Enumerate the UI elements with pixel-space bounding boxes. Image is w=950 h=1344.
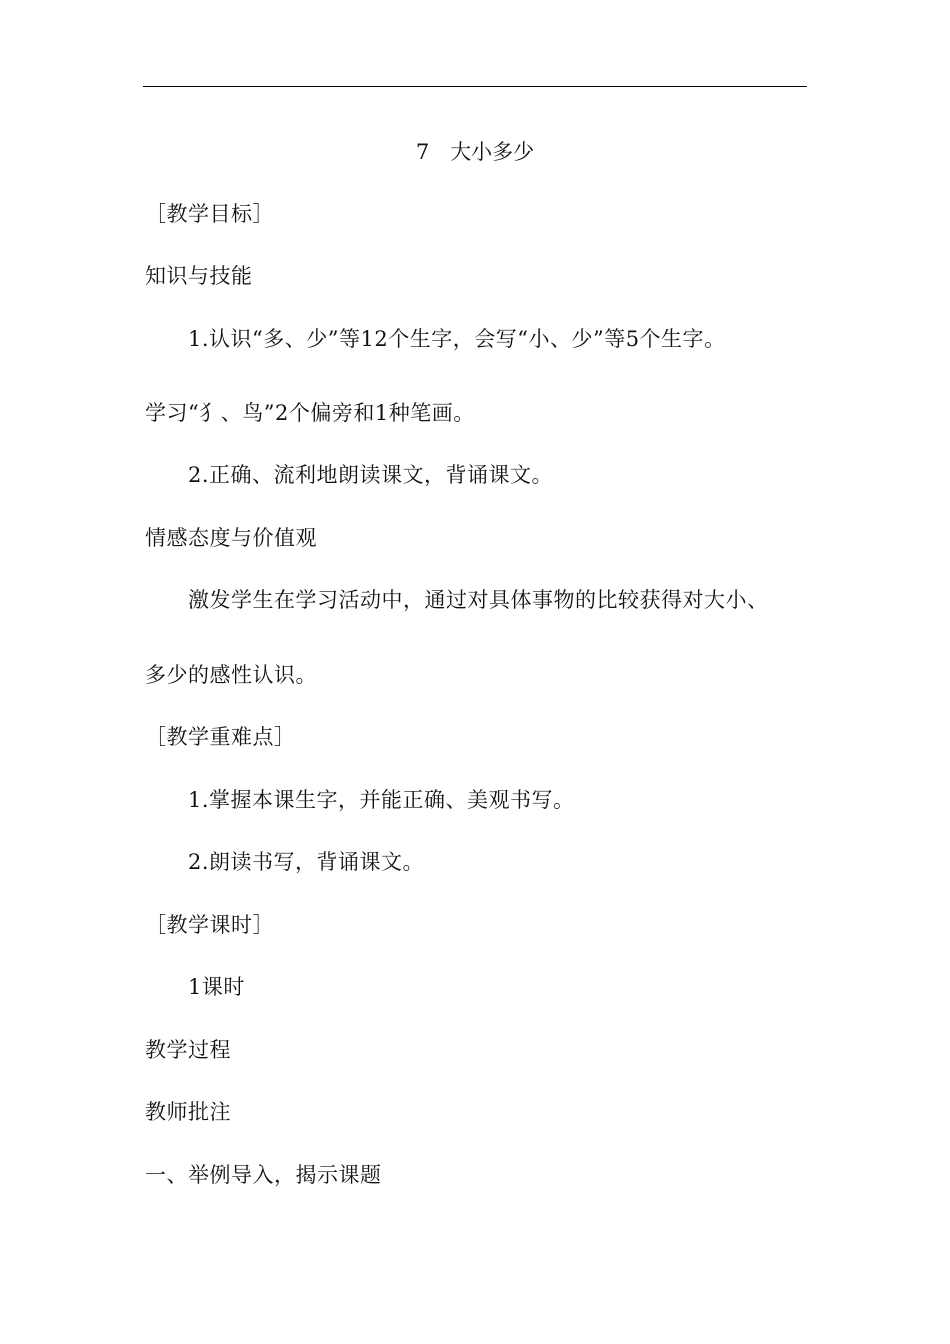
process-heading: 教学过程 (145, 1038, 231, 1062)
objectives-heading: ［教学目标］ (145, 202, 274, 226)
emotion-values-heading: 情感态度与价值观 (145, 526, 317, 550)
emotion-line2: 多少的感性认识。 (145, 663, 317, 687)
knowledge-skills-heading: 知识与技能 (145, 264, 253, 288)
key-point-1: 1.掌握本课生字，并能正确、美观书写。 (188, 788, 575, 812)
key-points-heading: ［教学重难点］ (145, 725, 296, 749)
lesson-title: 7 大小多少 (415, 140, 535, 164)
objective-1-line2: 学习“犭、鸟”2个偏旁和1种笔画。 (145, 401, 475, 425)
class-hours-heading: ［教学课时］ (145, 913, 274, 937)
objective-2: 2.正确、流利地朗读课文，背诵课文。 (188, 463, 554, 487)
key-point-2: 2.朗读书写，背诵课文。 (188, 850, 425, 874)
step-1-heading: 一、举例导入，揭示课题 (145, 1163, 382, 1187)
objective-1-line1: 1.认识“多、少”等12个生字，会写“小、少”等5个生字。 (188, 327, 726, 351)
header-rule (143, 86, 807, 87)
class-hours-value: 1课时 (188, 975, 245, 999)
emotion-line1: 激发学生在学习活动中，通过对具体事物的比较获得对大小、 (188, 588, 769, 612)
teacher-notes-heading: 教师批注 (145, 1100, 231, 1124)
